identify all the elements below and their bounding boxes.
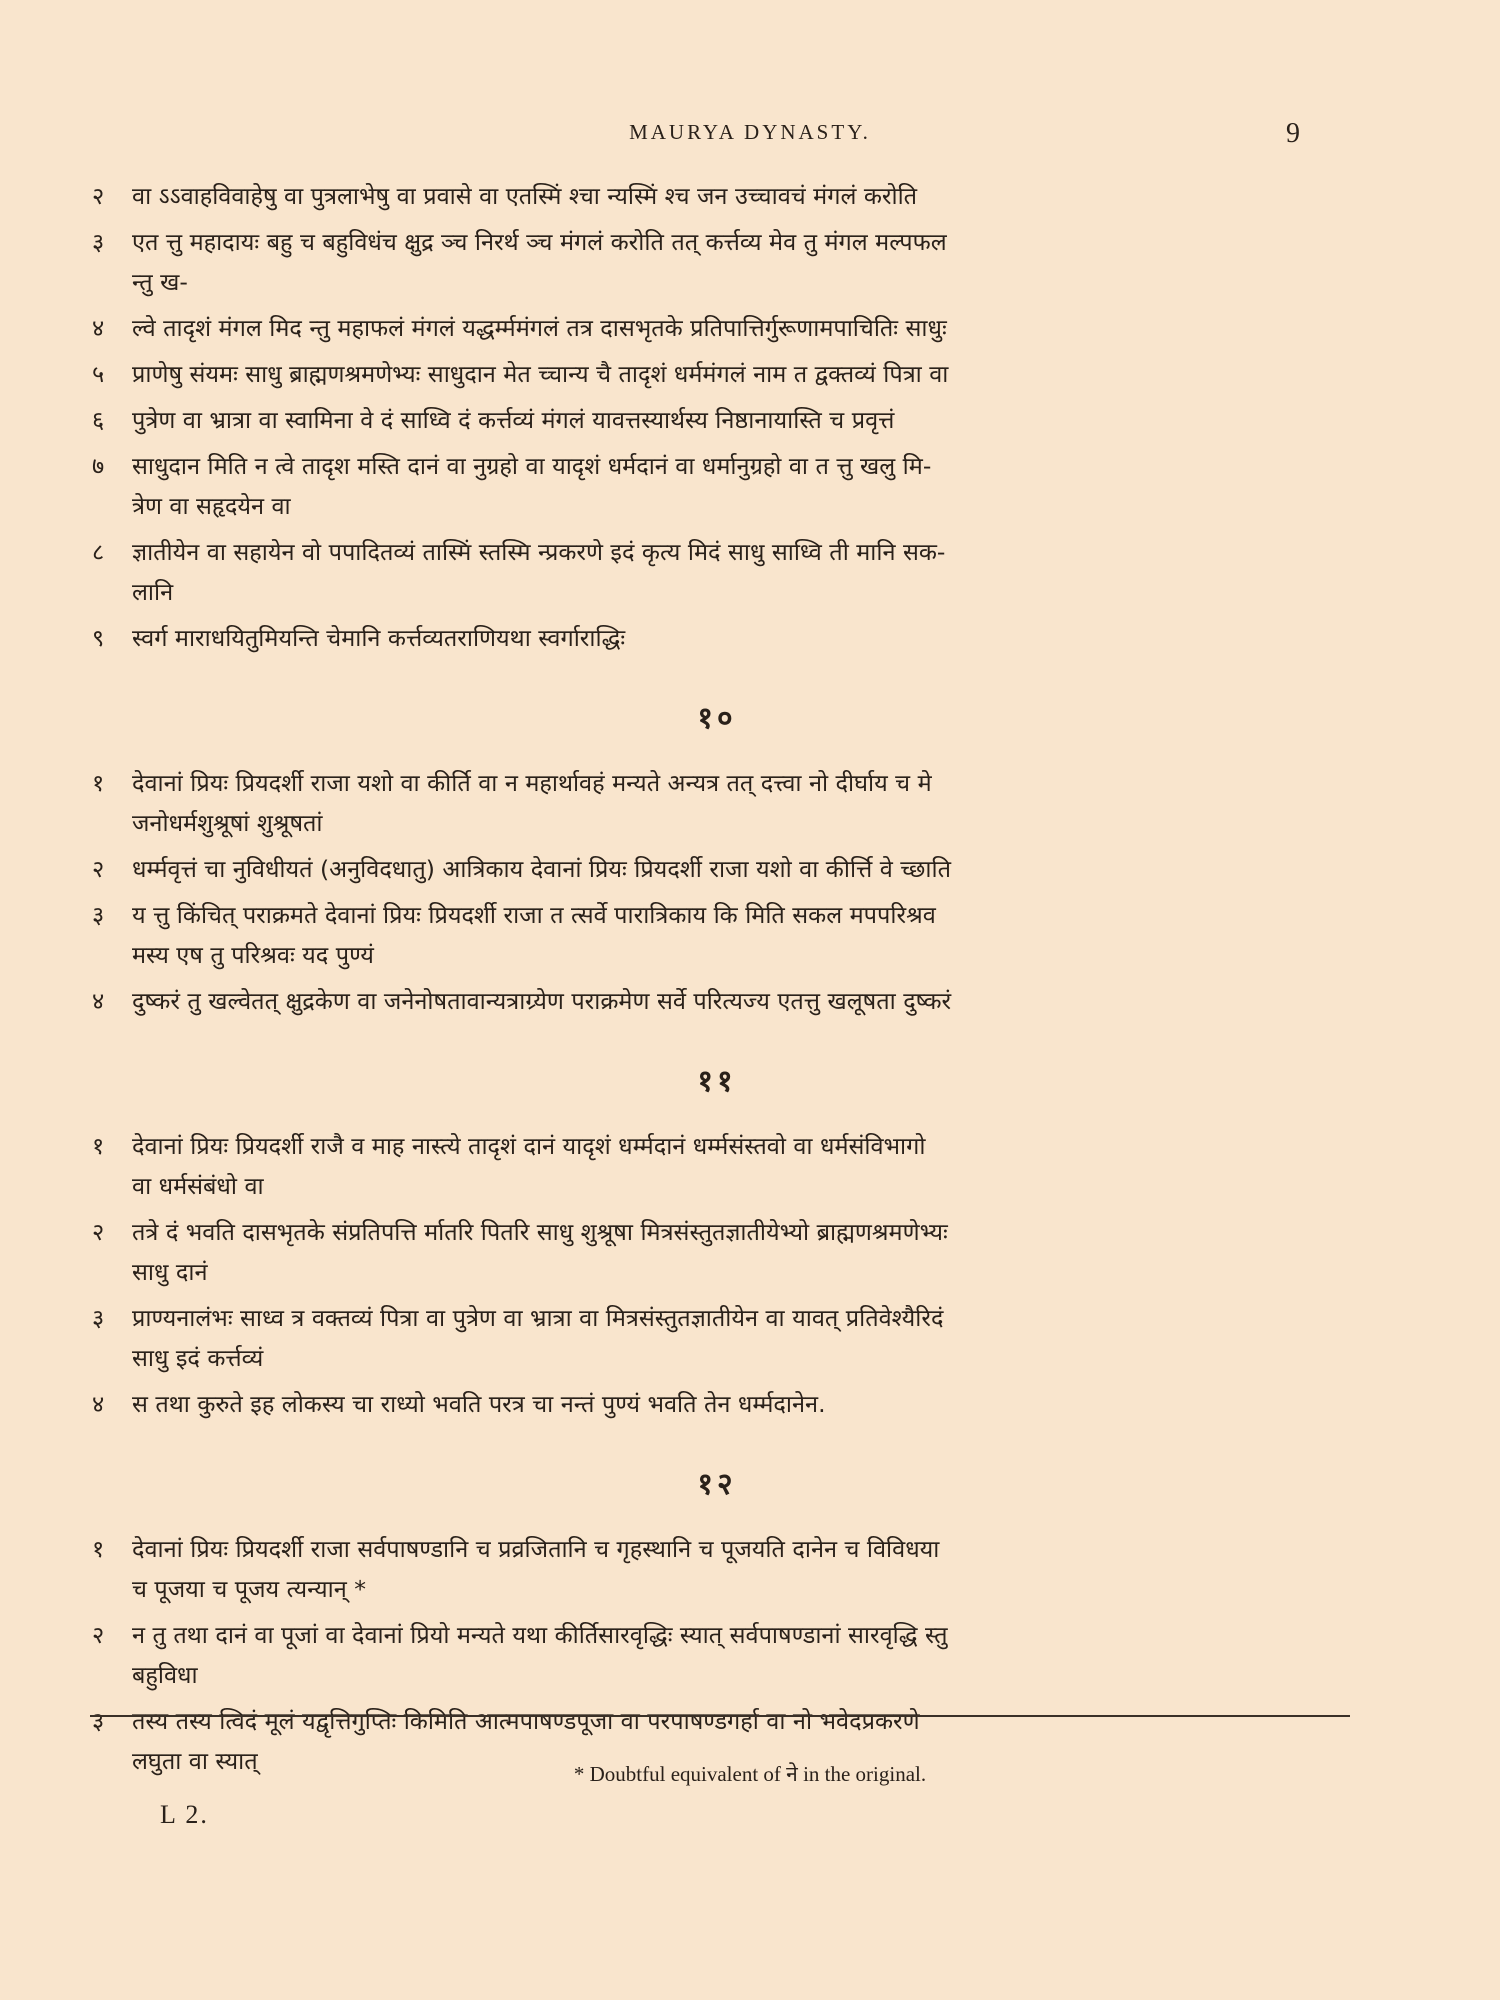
page-header	[0, 118, 1500, 158]
footnote-divider	[90, 1715, 1350, 1717]
line-continuation: मस्य एष तु परिश्रवः यद पुण्यं	[132, 941, 374, 969]
line-number: ३	[92, 901, 105, 929]
section-heading: १०	[697, 701, 737, 736]
line-number: ४	[92, 987, 105, 1015]
line-body	[132, 763, 1342, 843]
inscription-text	[92, 176, 1342, 1787]
line-text: वा ऽऽवाहविवाहेषु वा पुत्रलाभेषु वा प्रवासे वा एतस्मिं श्चा न्यस्मिं श्च जन उच्चावचं मंगलं करोति	[132, 182, 918, 210]
edict-section	[92, 696, 1342, 1021]
line-number: ४	[92, 1390, 105, 1418]
line-number: ९	[92, 624, 105, 652]
line-text: प्राण्यनालंभः साध्व त्र वक्तव्यं पित्रा वा पुत्रेण वा भ्रात्रा वा मित्रसंस्तुतज्ञातीयेन वा यावत् प्रतिवेश्यैरिदं	[132, 1304, 944, 1332]
line-number: ४	[92, 314, 105, 342]
text-line	[92, 849, 1342, 889]
line-text: प्राणेषु संयमः साधु ब्राह्मणश्रमणेभ्यः साधुदान मेत च्चान्य चै तादृशं धर्ममंगलं नाम त द्वक्तव्यं पित्रा वा	[132, 360, 949, 388]
text-line	[92, 222, 1342, 302]
line-text: ज्ञातीयेन वा सहायेन वो पपादितव्यं तास्मिं स्तस्मि न्प्रकरणे इदं कृत्य मिदं साधु साध्वि ती मानि सक-	[132, 538, 946, 566]
line-continuation: साधु इदं कर्त्तव्यं	[132, 1344, 264, 1372]
line-continuation: साधु दानं	[132, 1258, 208, 1286]
line-number: ३	[92, 228, 105, 256]
line-body	[132, 532, 1342, 612]
line-number: २	[92, 182, 105, 210]
section-heading: ११	[697, 1064, 737, 1099]
line-text: दुष्करं तु खल्वेतत् क्षुद्रकेण वा जनेनोषतावान्यत्राग्र्येण पराक्रमेण सर्वे परित्यज्य एतत्तु खलूषता दुष्करं	[132, 987, 952, 1015]
text-line	[92, 308, 1342, 348]
line-continuation: त्रेण वा सहृदयेन वा	[132, 492, 291, 520]
line-body	[132, 618, 1342, 658]
line-text: स तथा कुरुते इह लोकस्य चा राध्यो भवति परत्र चा नन्तं पुण्यं भवति तेन धर्म्मदानेन.	[132, 1390, 826, 1418]
line-continuation: वा धर्मसंबंधो वा	[132, 1172, 264, 1200]
line-text: धर्म्मवृत्तं चा नुविधीयतं (अनुविदधातु) आत्रिकाय देवानां प्रियः प्रियदर्शी राजा यशो वा कीर्त्ति वे च्छाति	[132, 855, 951, 883]
edict-section	[92, 1462, 1342, 1781]
text-line	[92, 981, 1342, 1021]
line-continuation: लानि	[132, 578, 174, 606]
line-body	[132, 176, 1342, 216]
line-body	[132, 1298, 1342, 1378]
line-number: १	[92, 1132, 105, 1160]
line-text: न तु तथा दानं वा पूजां वा देवानां प्रियो मन्यते यथा कीर्तिसारवृद्धिः स्यात् सर्वपाषण्डानां सारवृद्धि स्तु	[132, 1621, 948, 1649]
line-text: देवानां प्रियः प्रियदर्शी राजा यशो वा कीर्ति वा न महार्थावहं मन्यते अन्यत्र तत् दत्त्वा नो दीर्घाय च मे	[132, 769, 932, 797]
line-number: १	[92, 769, 105, 797]
edict-section	[92, 1059, 1342, 1424]
text-line	[92, 1384, 1342, 1424]
edict-section	[92, 176, 1342, 658]
text-line	[92, 446, 1342, 526]
signature-mark: L 2.	[160, 1800, 209, 1829]
line-number: ६	[92, 406, 105, 434]
line-number: ८	[92, 538, 105, 566]
text-line	[92, 763, 1342, 843]
line-text: देवानां प्रियः प्रियदर्शी राजा सर्वपाषण्डानि च प्रव्रजितानि च गृहस्थानि च पूजयति दानेन च विविधया	[132, 1535, 940, 1563]
line-body	[132, 1615, 1342, 1695]
line-body	[132, 895, 1342, 975]
line-body	[132, 1384, 1342, 1424]
text-line	[92, 1212, 1342, 1292]
line-body	[132, 981, 1342, 1021]
line-body	[132, 1126, 1342, 1206]
text-line	[92, 1298, 1342, 1378]
line-text: य त्तु किंचित् पराक्रमते देवानां प्रियः प्रियदर्शी राजा त त्सर्वे पारात्रिकाय कि मिति सकल मपपरिश्रव	[132, 901, 936, 929]
line-body	[132, 308, 1342, 348]
line-continuation: च पूजया च पूजय त्यन्यान् *	[132, 1575, 366, 1603]
line-text: पुत्रेण वा भ्रात्रा वा स्वामिना वे दं साध्वि दं कर्त्तव्यं मंगलं यावत्तस्यार्थस्य निष्ठानायास्ति च प्रवृत्तं	[132, 406, 895, 434]
line-text: तत्रे दं भवति दासभृतके संप्रतिपत्ति र्मातरि पितरि साधु शुश्रूषा मित्रसंस्तुतज्ञातीयेभ्यो ब्राह्मणश्रमणेभ्यः	[132, 1218, 948, 1246]
line-number: ५	[92, 360, 105, 388]
text-line	[92, 1529, 1342, 1609]
line-text: ल्वे तादृशं मंगल मिद न्तु महाफलं मंगलं यद्धर्म्ममंगलं तत्र दासभृतके प्रतिपात्तिर्गुरूणामपाचितिः साधुः	[132, 314, 947, 342]
line-body	[132, 354, 1342, 394]
line-number: २	[92, 1218, 105, 1246]
line-body	[132, 1529, 1342, 1609]
running-title: MAURYA DYNASTY.	[629, 120, 871, 144]
line-text: देवानां प्रियः प्रियदर्शी राजै व माह नास्त्ये तादृशं दानं यादृशं धर्म्मदानं धर्म्मसंस्तवो वा धर्मसंविभागो	[132, 1132, 926, 1160]
text-line	[92, 618, 1342, 658]
line-text: साधुदान मिति न त्वे तादृश मस्ति दानं वा नुग्रहो वा यादृशं धर्मदानं वा धर्मानुग्रहो वा त त्तु खलु मि-	[132, 452, 932, 480]
text-line	[92, 895, 1342, 975]
line-number: १	[92, 1535, 105, 1563]
line-number: २	[92, 1621, 105, 1649]
line-continuation: न्तु ख-	[132, 268, 188, 296]
line-number: ३	[92, 1707, 105, 1735]
text-line	[92, 1615, 1342, 1695]
line-body	[132, 446, 1342, 526]
text-line	[92, 354, 1342, 394]
line-body	[132, 849, 1342, 889]
line-number: ७	[92, 452, 105, 480]
footnote: * Doubtful equivalent of ने in the original.	[573, 1762, 927, 1786]
text-line	[92, 400, 1342, 440]
line-continuation: बहुविधा	[132, 1661, 198, 1689]
line-text: एत त्तु महादायः बहु च बहुविधंच क्षुद्र ञ्च निरर्थ ञ्च मंगलं करोति तत् कर्त्तव्य मेव तु मंगल मल्पफल	[132, 228, 947, 256]
text-line	[92, 1126, 1342, 1206]
line-continuation: लघुता वा स्यात्	[132, 1747, 258, 1775]
line-body	[132, 400, 1342, 440]
line-number: ३	[92, 1304, 105, 1332]
page-number: 9	[1286, 118, 1300, 149]
line-continuation: जनोधर्मशुश्रूषां शुश्रूषतां	[132, 809, 323, 837]
line-body	[132, 222, 1342, 302]
line-text: स्वर्ग माराधयितुमियन्ति चेमानि कर्त्तव्यतराणियथा स्वर्गाराद्धिः	[132, 624, 626, 652]
line-number: २	[92, 855, 105, 883]
text-line	[92, 532, 1342, 612]
line-body	[132, 1212, 1342, 1292]
text-line	[92, 176, 1342, 216]
line-text: तस्य तस्य त्विदं मूलं यद्वृत्तिगुप्तिः किमिति आत्मपाषण्डपूजा वा परपाषण्डगर्हा वा नो भवेदप्रकरणे	[132, 1707, 920, 1735]
section-heading: १२	[697, 1467, 737, 1502]
